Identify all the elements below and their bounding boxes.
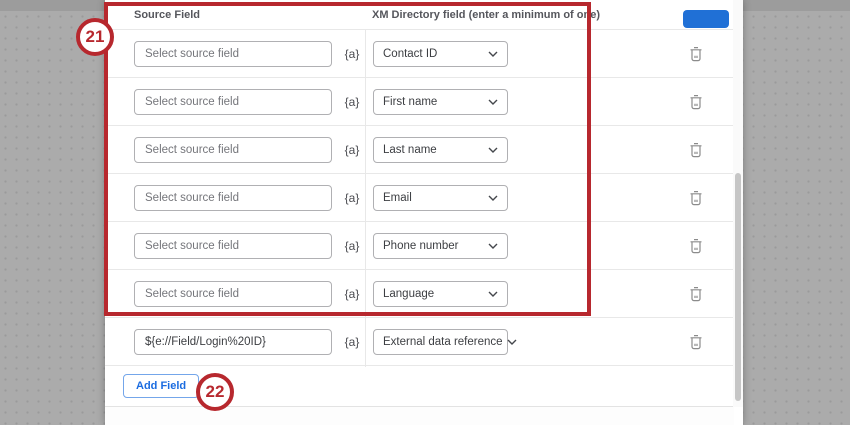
source-field-input[interactable] [134, 329, 332, 355]
chevron-down-icon [507, 339, 517, 345]
trash-icon [689, 94, 703, 110]
trash-icon [689, 46, 703, 62]
chevron-down-icon [488, 195, 498, 201]
table-row [105, 270, 734, 318]
table-row [105, 78, 734, 126]
directory-field-dropdown[interactable] [373, 185, 508, 211]
dropdown-selected-value: Last name [383, 143, 437, 156]
dropdown-selected-value: External data reference [383, 335, 503, 348]
chevron-down-icon [488, 291, 498, 297]
panel-footer [105, 407, 734, 425]
delete-row-button[interactable] [686, 331, 706, 353]
source-field-input[interactable] [134, 89, 332, 115]
column-divider [365, 30, 366, 367]
piped-text-button[interactable]: {a} [344, 142, 360, 157]
dropdown-selected-value: Email [383, 191, 412, 204]
directory-field-dropdown[interactable] [373, 329, 508, 355]
table-row [105, 222, 734, 270]
delete-row-button[interactable] [686, 187, 706, 209]
chevron-down-icon [488, 147, 498, 153]
piped-text-button[interactable]: {a} [344, 334, 360, 349]
delete-row-button[interactable] [686, 139, 706, 161]
dropdown-selected-value: Language [383, 287, 435, 300]
primary-footer-button[interactable] [683, 10, 729, 28]
dropdown-selected-value: Phone number [383, 239, 459, 252]
source-field-input[interactable] [134, 185, 332, 211]
add-field-button[interactable]: Add Field [123, 374, 199, 398]
chevron-down-icon [488, 51, 498, 57]
source-field-input[interactable] [134, 41, 332, 67]
piped-text-button[interactable]: {a} [344, 238, 360, 253]
field-mapping-panel [105, 0, 743, 425]
column-header-xm-directory-field: XM Directory field (enter a minimum of one) [372, 8, 600, 21]
directory-field-dropdown[interactable] [373, 41, 508, 67]
column-header-source-field: Source Field [134, 8, 201, 21]
directory-field-dropdown[interactable] [373, 137, 508, 163]
trash-icon [689, 190, 703, 206]
trash-icon [689, 142, 703, 158]
table-row [105, 318, 734, 366]
table-header [105, 0, 734, 30]
source-field-input[interactable] [134, 233, 332, 259]
delete-row-button[interactable] [686, 283, 706, 305]
table-row [105, 126, 734, 174]
piped-text-button[interactable]: {a} [344, 190, 360, 205]
delete-row-button[interactable] [686, 91, 706, 113]
delete-row-button[interactable] [686, 43, 706, 65]
directory-field-dropdown[interactable] [373, 89, 508, 115]
piped-text-button[interactable]: {a} [344, 94, 360, 109]
dropdown-selected-value: Contact ID [383, 47, 438, 60]
trash-icon [689, 334, 703, 350]
table-row [105, 174, 734, 222]
source-field-input[interactable] [134, 281, 332, 307]
field-mapping-table [105, 0, 734, 425]
source-field-input[interactable] [134, 137, 332, 163]
scrollbar-track[interactable] [733, 0, 743, 407]
directory-field-dropdown[interactable] [373, 233, 508, 259]
delete-row-button[interactable] [686, 235, 706, 257]
dropdown-selected-value: First name [383, 95, 438, 108]
directory-field-dropdown[interactable] [373, 281, 508, 307]
chevron-down-icon [488, 99, 498, 105]
scrollbar-thumb[interactable] [735, 173, 741, 401]
annotation-callout-22: 22 [196, 373, 234, 411]
table-row [105, 30, 734, 78]
piped-text-button[interactable]: {a} [344, 286, 360, 301]
annotation-callout-21: 21 [76, 18, 114, 56]
piped-text-button[interactable]: {a} [344, 46, 360, 61]
chevron-down-icon [488, 243, 498, 249]
trash-icon [689, 286, 703, 302]
trash-icon [689, 238, 703, 254]
